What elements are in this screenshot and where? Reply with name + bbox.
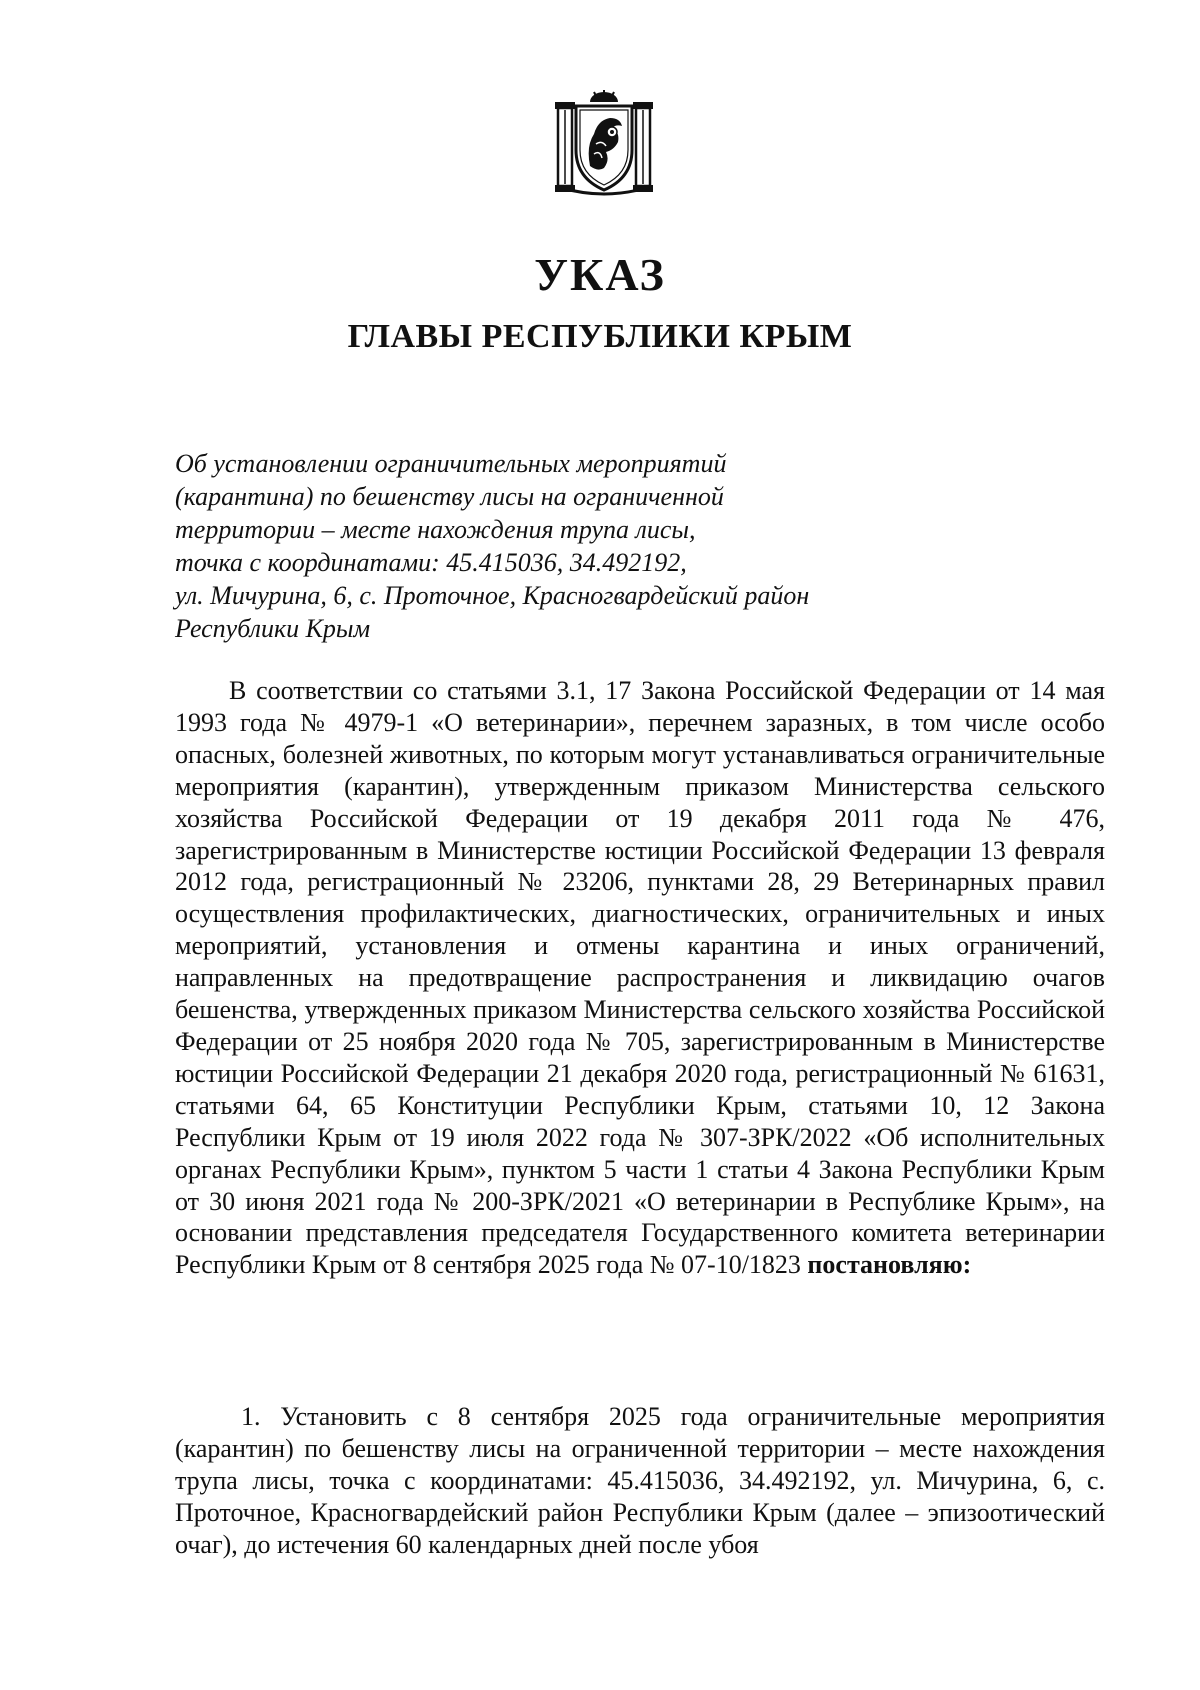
preamble-text: В соответствии со статьями 3.1, 17 Закона Российской Федерации от 14 мая 1993 года № 4979-1 «О ветеринарии», перечнем заразных, в том числе особо опасных, болезней животных, по которым могут устанавливаться ограничительные мероприятия (карантин), утвержденным приказом Министерства сельского хозяйства Российской Федерации от 19 декабря 2011 года № 476, зарегистрированным в Министерстве юстиции Российской Федерации 13 февраля 2012 года, регистрационный № 23206, пунктами 28, 29 Ветеринарных правил осуществления профилактических, диагностических, ограничительных и иных мероприятий, установления и отмены карантина и иных ограничений, направленных на предотвращение распространения и ликвидацию очагов бешенства, утвержденных приказом Министерства сельского хозяйства Российской Федерации от 25 ноября 2020 года № 705, зарегистрированным в Министерстве юстиции Российской Федерации 21 декабря 2020 года, регистрационный № 61631, статьями 64, 65 Конституции Республики Крым, статьями 10, 12 Закона Республики Крым от 19 июля 2022 года № 307-ЗРК/2022 «Об исполнительных органах Республики Крым», пунктом 5 части 1 статьи 4 Закона Республики Крым от 30 июня 2021 года № 200-ЗРК/2021 «О ветеринарии в Республике Крым», на основании представления председателя Государственного комитета ветеринарии Республики Крым от 8 сентября 2025 года № 07-10/1823: [175, 676, 1105, 1280]
document-title: УКАЗ: [534, 249, 666, 300]
crimea-coat-of-arms-emblem: [553, 88, 655, 196]
subject-line: территории – месте нахождения трупа лисы,: [175, 515, 696, 544]
subject-line: Об установлении ограничительных мероприятий: [175, 449, 727, 478]
subject-line: ул. Мичурина, 6, с. Проточное, Красногвардейский район: [175, 581, 810, 610]
subject-line: Республики Крым: [175, 614, 371, 643]
preamble-paragraph: [175, 675, 1105, 1281]
document-subject: [175, 447, 975, 645]
subject-line: (карантина) по бешенству лисы на ограниченной: [175, 482, 724, 511]
ruling-word: постановляю:: [807, 1250, 972, 1280]
item-1-paragraph: 1. Установить с 8 сентября 2025 года ограничительные мероприятия (карантин) по бешенству лисы на ограниченной территории – месте нахождения трупа лисы, точка с координатами: 45.415036, 34.492192, ул. Мичурина, 6, с. Проточное, Красногвардейский район Республики Крым (далее – эпизоотический очаг), до истечения 60 календарных дней после убоя: [175, 1402, 1105, 1559]
document-subtitle: ГЛАВЫ РЕСПУБЛИКИ КРЫМ: [347, 318, 853, 355]
subject-line: точка с координатами: 45.415036, 34.492192,: [175, 548, 687, 577]
